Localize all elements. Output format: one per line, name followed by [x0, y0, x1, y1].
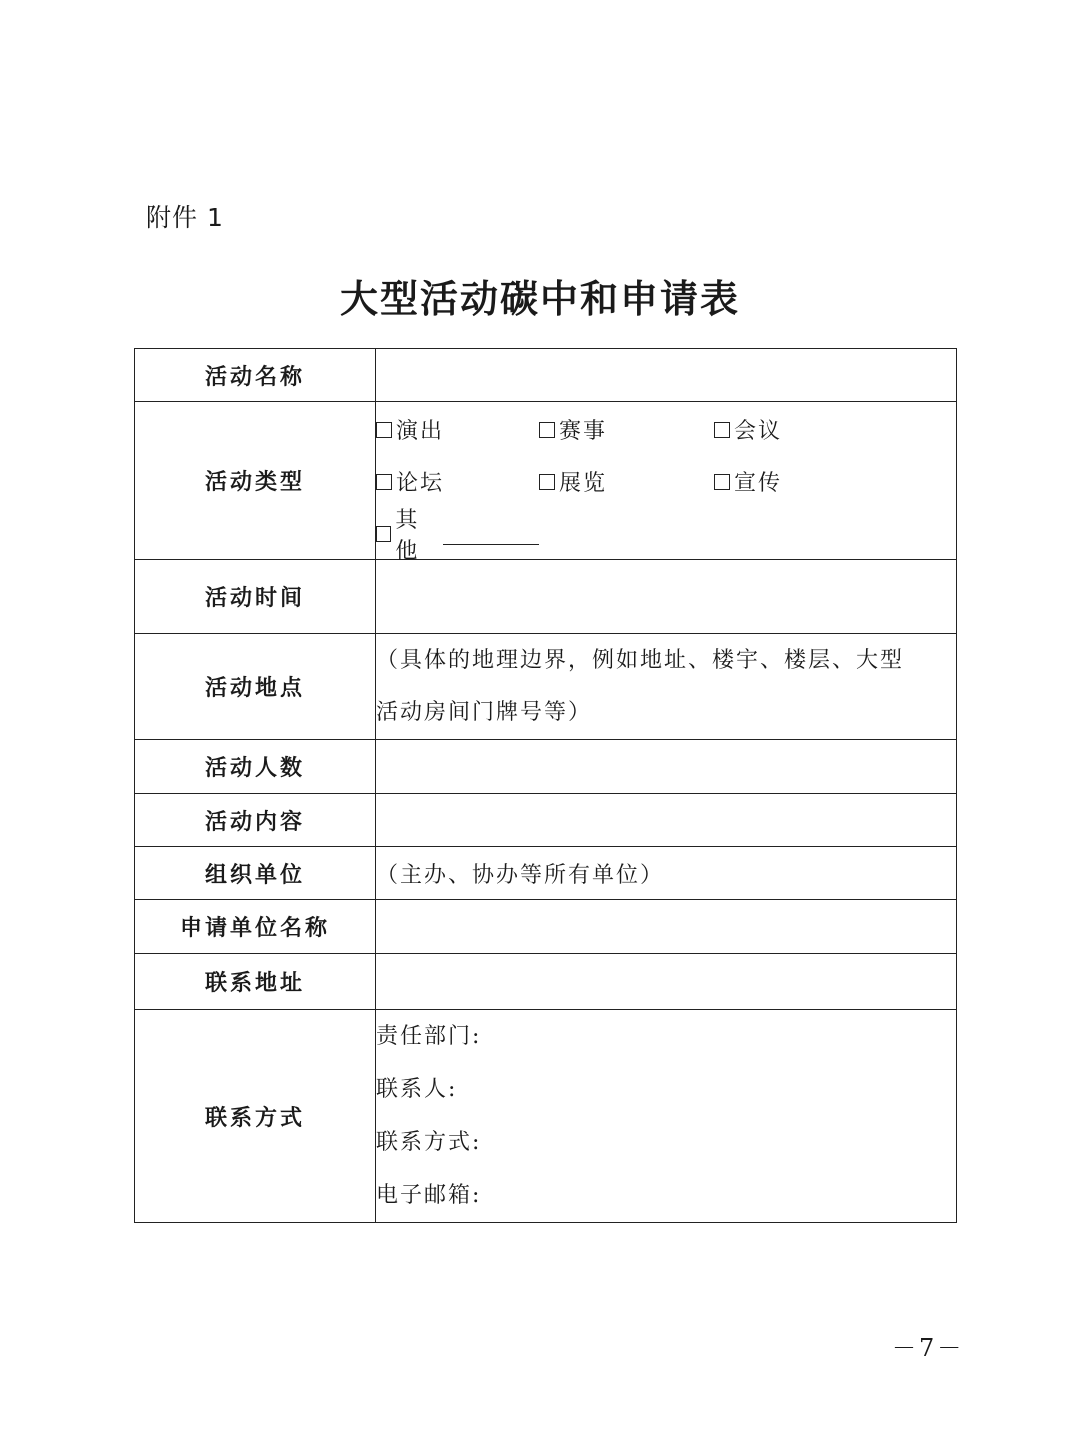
activity-type-field	[376, 402, 957, 564]
contact-person-field-label: 联系人:	[376, 1077, 458, 1102]
participants-label: 活动人数	[135, 740, 376, 794]
applicant-field[interactable]	[376, 900, 957, 954]
organizer-field[interactable]	[376, 847, 957, 900]
contact-address-label: 联系地址	[135, 954, 376, 1010]
option-label: 赛事	[559, 419, 608, 444]
option-label: 演出	[396, 419, 445, 444]
department-field-label: 责任部门:	[376, 1024, 482, 1049]
option-other[interactable]	[376, 507, 539, 564]
checkbox-icon[interactable]	[714, 474, 730, 490]
activity-name-field[interactable]	[376, 349, 957, 402]
checkbox-icon[interactable]	[376, 474, 392, 490]
row-contact-info	[135, 1010, 957, 1223]
email-field-label: 电子邮箱:	[376, 1183, 482, 1208]
row-contact-address	[135, 954, 957, 1010]
location-hint-line1: （具体的地理边界，例如地址、楼宇、楼层、大型	[376, 647, 905, 673]
option-label: 会议	[734, 419, 783, 444]
row-organizer	[135, 847, 957, 900]
organizer-label: 组织单位	[135, 847, 376, 900]
row-participants	[135, 740, 957, 794]
option-competition[interactable]	[539, 416, 714, 444]
checkbox-icon[interactable]	[539, 474, 555, 490]
applicant-label: 申请单位名称	[135, 900, 376, 954]
option-forum[interactable]	[376, 468, 539, 496]
option-performance[interactable]	[376, 416, 539, 444]
contact-info-field[interactable]	[376, 1010, 957, 1223]
option-exhibition[interactable]	[539, 468, 714, 496]
contact-info-label: 联系方式	[135, 1010, 376, 1223]
page-number: －7－	[892, 1334, 965, 1362]
page-title: 大型活动碳中和申请表	[339, 277, 740, 321]
activity-name-label: 活动名称	[135, 349, 376, 402]
contact-method-field-label: 联系方式:	[376, 1130, 482, 1155]
contact-address-field[interactable]	[376, 954, 957, 1010]
row-applicant	[135, 900, 957, 954]
checkbox-icon[interactable]	[539, 422, 555, 438]
activity-content-field[interactable]	[376, 794, 957, 847]
row-activity-time	[135, 560, 957, 634]
row-activity-type	[135, 402, 957, 560]
activity-type-label: 活动类型	[135, 402, 376, 560]
option-label: 论坛	[396, 471, 445, 496]
option-publicity[interactable]	[714, 468, 956, 496]
other-blank-line[interactable]	[443, 522, 539, 545]
activity-content-label: 活动内容	[135, 794, 376, 847]
organizer-hint: （主办、协办等所有单位）	[376, 862, 665, 888]
participants-field[interactable]	[376, 740, 957, 794]
activity-time-label: 活动时间	[135, 560, 376, 634]
activity-location-field[interactable]	[376, 634, 957, 740]
attachment-label: 附件 1	[146, 203, 224, 232]
activity-time-field[interactable]	[376, 560, 957, 634]
row-activity-content	[135, 794, 957, 847]
checkbox-icon[interactable]	[714, 422, 730, 438]
checkbox-icon[interactable]	[376, 422, 392, 438]
option-label: 宣传	[734, 471, 783, 496]
row-activity-location	[135, 634, 957, 740]
option-label: 其他	[395, 507, 420, 564]
row-activity-name	[135, 349, 957, 402]
checkbox-icon[interactable]	[376, 526, 391, 542]
location-hint-line2: 活动房间门牌号等）	[376, 699, 593, 725]
activity-location-label: 活动地点	[135, 634, 376, 740]
application-form-table	[134, 348, 957, 1223]
option-meeting[interactable]	[714, 416, 956, 444]
option-label: 展览	[559, 471, 608, 496]
